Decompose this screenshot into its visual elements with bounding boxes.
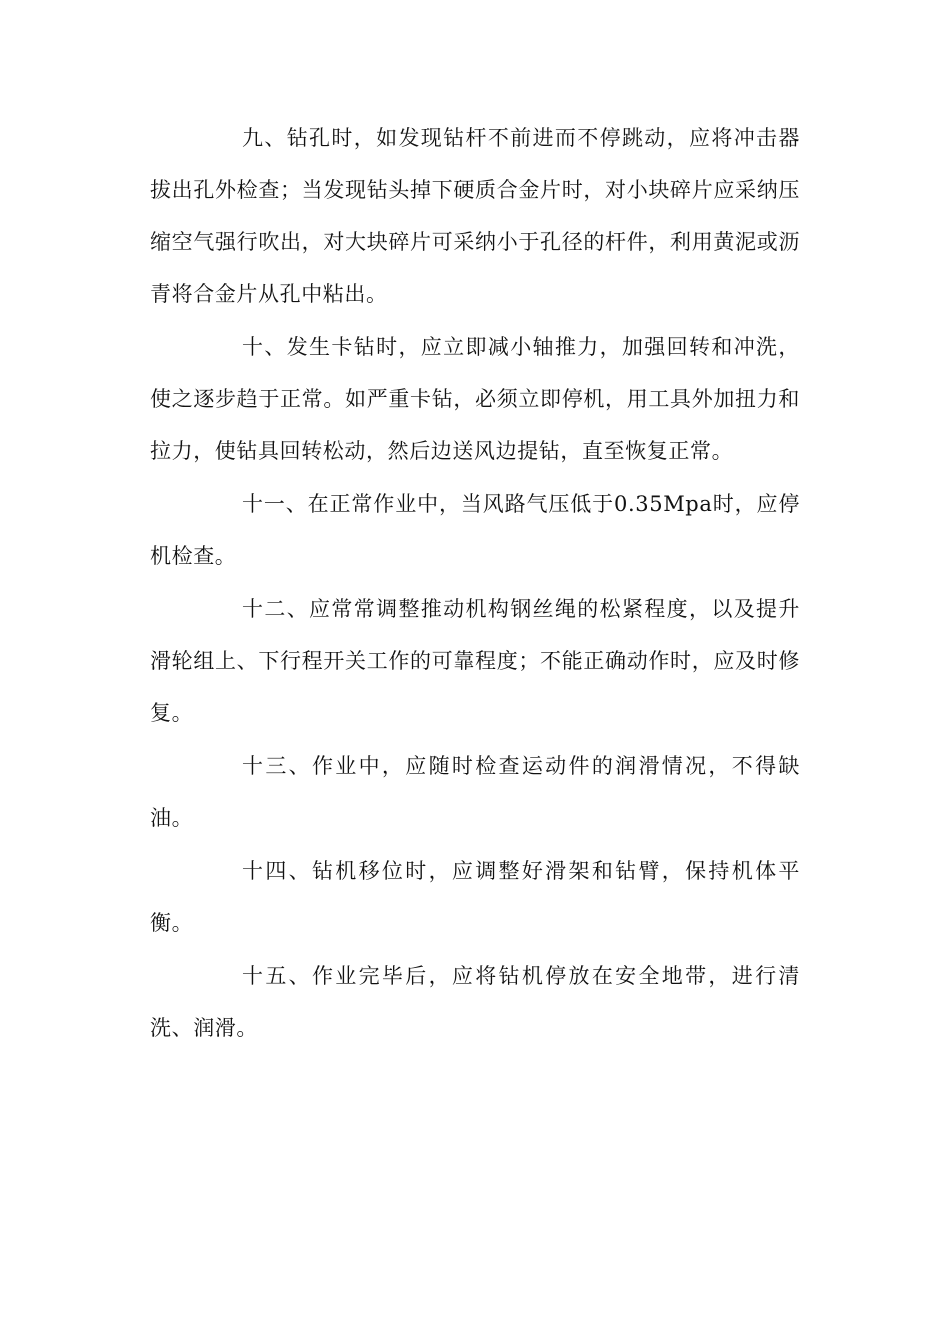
paragraph-item-10: 十、发生卡钻时，应立即减小轴推力，加强回转和冲洗，使之逐步趋于正常。如严重卡钻，必须立即停机，用工具外加扭力和拉力，使钻具回转松动，然后边送风边提钻，直至恢复正常。 (150, 335, 800, 463)
paragraph-item-9: 九、钻孔时，如发现钻杆不前进而不停跳动，应将冲击器拔出孔外检查；当发现钻头掉下硬质合金片时，对小块碎片应采纳压缩空气强行吹出，对大块碎片可采纳小于孔径的杆件，利用黄泥或沥青将合金片从孔中粘出。 (150, 126, 800, 306)
paragraph-item-12: 十二、应常常调整推动机构钢丝绳的松紧程度，以及提升滑轮组上、下行程开关工作的可靠程度；不能正确动作时，应及时修复。 (150, 597, 800, 725)
paragraph-item-14: 十四、钻机移位时，应调整好滑架和钻臂，保持机体平衡。 (150, 859, 800, 935)
paragraph-item-13: 十三、作业中，应随时检查运动件的润滑情况，不得缺油。 (150, 754, 800, 830)
document-body (150, 112, 800, 1055)
paragraph-item-15: 十五、作业完毕后，应将钻机停放在安全地带，进行清洗、润滑。 (150, 964, 800, 1040)
paragraph-item-11: 十一、在正常作业中，当风路气压低于0.35Mpa时，应停机检查。 (150, 492, 800, 568)
